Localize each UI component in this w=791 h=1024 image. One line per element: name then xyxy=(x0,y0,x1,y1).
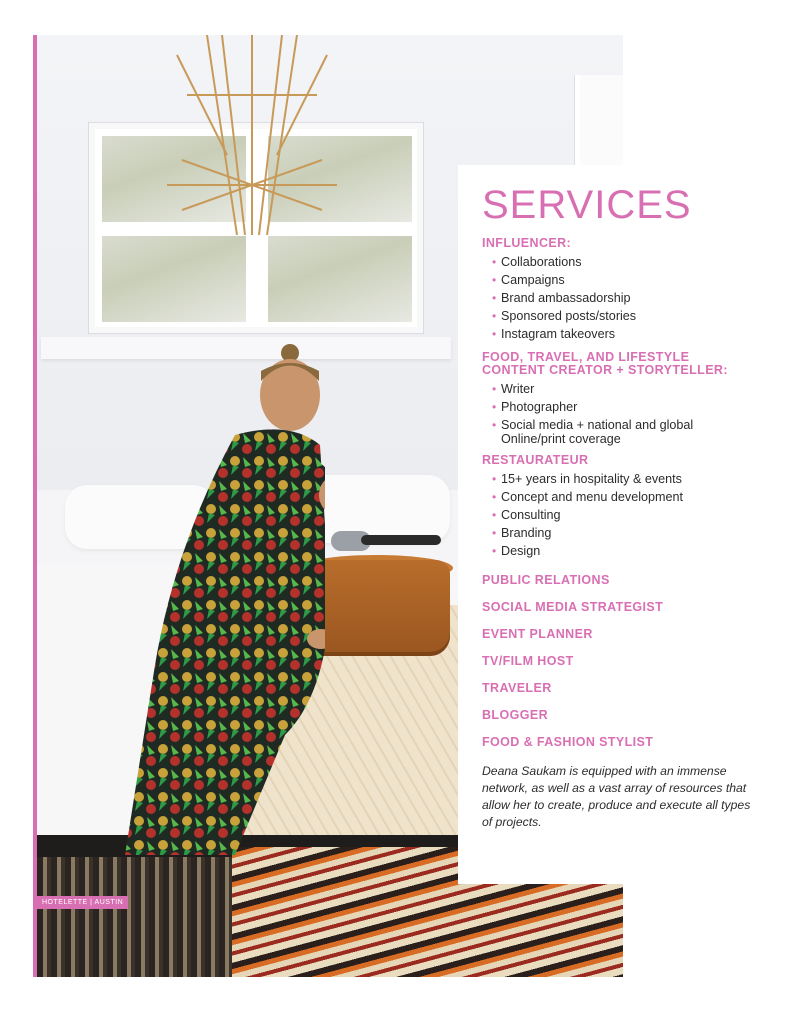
item-list xyxy=(492,253,791,343)
list-item: • Collaborations xyxy=(492,253,791,271)
list-item: • Branding xyxy=(492,524,791,542)
list-item: • Sponsored posts/stories xyxy=(492,307,791,325)
window-pane xyxy=(265,233,415,325)
list-item: • Consulting xyxy=(492,506,791,524)
photo-credit-tag: HOTELETTE | AUSTIN xyxy=(37,896,128,909)
service-heading-social-media-strategist: SOCIAL MEDIA STRATEGIST xyxy=(482,600,664,614)
hair-dryer-illustration xyxy=(331,527,451,555)
list-item xyxy=(492,416,791,446)
page-title: SERVICES xyxy=(482,183,692,227)
service-heading-public-relations: PUBLIC RELATIONS xyxy=(482,573,610,587)
woman-in-floral-dress xyxy=(85,335,325,855)
list-item: • Brand ambassadorship xyxy=(492,289,791,307)
list-item: • Campaigns xyxy=(492,271,791,289)
list-item: • 15+ years in hospitality & events xyxy=(492,470,791,488)
list-item-line-2: Online/print coverage xyxy=(501,432,621,446)
list-item: • Writer xyxy=(492,380,791,398)
closing-paragraph: Deana Saukam is equipped with an immense network, as well as a vast array of resources that allow her to create, produce and execute all types of projects. xyxy=(482,764,751,829)
list-item: • Photographer xyxy=(492,398,791,416)
service-heading-tv-film-host: TV/FILM HOST xyxy=(482,654,574,668)
services-panel xyxy=(458,165,791,884)
item-list xyxy=(492,380,791,446)
group-heading: FOOD, TRAVEL, AND LIFESTYLE xyxy=(482,350,690,364)
group-heading: INFLUENCER: xyxy=(482,236,572,250)
service-group-influencer xyxy=(482,237,791,343)
service-heading-food-fashion-stylist: FOOD & FASHION STYLIST xyxy=(482,735,654,749)
list-item: • Instagram takeovers xyxy=(492,325,791,343)
item-list xyxy=(492,470,791,560)
list-item: • Concept and menu development xyxy=(492,488,791,506)
service-heading-traveler: TRAVELER xyxy=(482,681,552,695)
service-heading-blogger: BLOGGER xyxy=(482,708,548,722)
chandelier-illustration xyxy=(167,35,337,235)
service-group-restaurateur xyxy=(482,454,791,560)
group-heading-line-2: CONTENT CREATOR + STORYTELLER: xyxy=(482,363,728,377)
list-item-line-1: Social media + national and global xyxy=(501,418,694,432)
list-item: • Design xyxy=(492,542,791,560)
solo-service-list xyxy=(482,574,791,749)
window-pane xyxy=(99,233,249,325)
group-heading: RESTAURATEUR xyxy=(482,453,589,467)
service-group-content-creator xyxy=(482,351,791,446)
service-heading-event-planner: EVENT PLANNER xyxy=(482,627,593,641)
woven-rug xyxy=(37,857,237,977)
